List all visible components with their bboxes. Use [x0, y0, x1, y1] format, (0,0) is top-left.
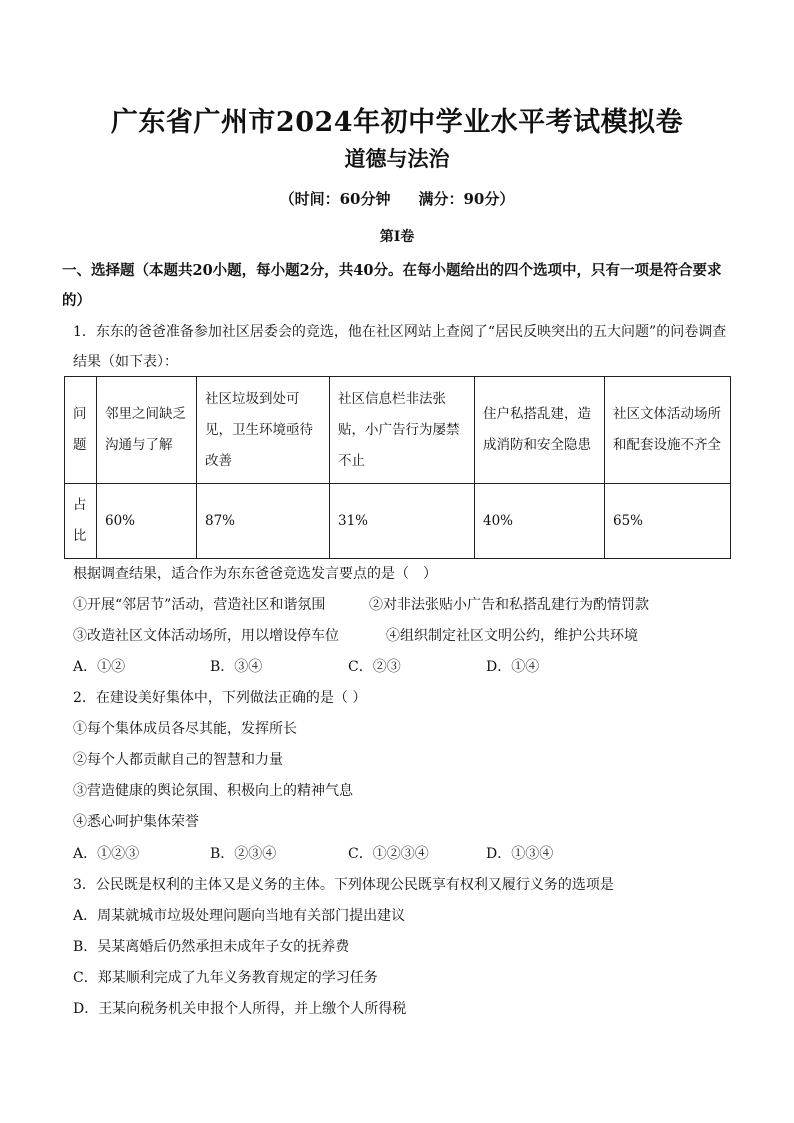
q3-stem: 3．公民既是权利的主体又是义务的主体。下列体现公民既享有权利又履行义务的选项是	[73, 877, 614, 893]
q3-option-a[interactable]: A．周某就城市垃圾处理问题向当地有关部门提出建议	[73, 908, 406, 924]
section-heading: 一、选择题（本题共20小题，每小题2分，共40分。在每小题给出的四个选项中，只有一项是符合要求的）	[62, 262, 722, 309]
full-score: 满分：90分）	[418, 190, 515, 208]
q2-choice-b[interactable]: B．②③④	[210, 846, 277, 862]
issue-cell: 住户私搭乱建，造成消防和安全隐患	[475, 377, 605, 484]
q1-question: 根据调查结果，适合作为东东爸爸竞选发言要点的是（ ）	[73, 566, 437, 582]
part-label: 第I卷	[379, 229, 415, 245]
ratio-cell: 31%	[330, 484, 475, 559]
q1-choice-c[interactable]: C．②③	[348, 659, 401, 675]
q2-item-2: ②每个人都贡献自己的智慧和力量	[73, 752, 283, 768]
ratio-cell: 65%	[605, 484, 731, 559]
exam-title: 广东省广州市2024年初中学业水平考试模拟卷	[110, 107, 684, 138]
survey-table	[64, 376, 731, 559]
subject-title: 道德与法治	[344, 146, 450, 171]
q2-item-1: ①每个集体成员各尽其能，发挥所长	[73, 721, 297, 737]
table-row	[65, 377, 731, 484]
q1-item-4: ④组织制定社区文明公约，维护公共环境	[386, 628, 638, 644]
row-header-ratio: 占比	[65, 484, 97, 559]
q1-choice-d[interactable]: D．①④	[486, 659, 540, 675]
q3-option-c[interactable]: C．郑某顺利完成了九年义务教育规定的学习任务	[73, 970, 378, 986]
table-row	[65, 484, 731, 559]
q2-choice-c[interactable]: C．①②③④	[348, 846, 429, 862]
q1-choice-b[interactable]: B．③④	[210, 659, 263, 675]
issue-cell: 社区文体活动场所和配套设施不齐全	[605, 377, 731, 484]
q1-choice-a[interactable]: A．①②	[73, 659, 126, 675]
q2-item-3: ③营造健康的舆论氛围、积极向上的精神气息	[73, 783, 353, 799]
q1-stem-line1: 1．东东的爸爸准备参加社区居委会的竞选，他在社区网站上查阅了“居民反映突出的五大问题”的问卷调查	[73, 324, 727, 340]
issue-cell: 邻里之间缺乏沟通与了解	[97, 377, 197, 484]
exam-meta	[0, 188, 794, 209]
time-limit: （时间：60分钟	[279, 190, 391, 208]
q1-item-1: ①开展“邻居节”活动，营造社区和谐氛围	[73, 597, 326, 613]
row-header-issue: 问题	[65, 377, 97, 484]
ratio-cell: 87%	[197, 484, 330, 559]
q2-choice-a[interactable]: A．①②③	[73, 846, 140, 862]
q2-stem: 2．在建设美好集体中，下列做法正确的是（ ）	[73, 690, 367, 706]
issue-cell: 社区信息栏非法张贴，小广告行为屡禁不止	[330, 377, 475, 484]
q1-item-3: ③改造社区文体活动场所，用以增设停车位	[73, 628, 339, 644]
q3-option-d[interactable]: D．王某向税务机关申报个人所得，并上缴个人所得税	[73, 1001, 407, 1017]
ratio-cell: 40%	[475, 484, 605, 559]
q1-item-2: ②对非法张贴小广告和私搭乱建行为酌情罚款	[369, 597, 649, 613]
q2-choice-d[interactable]: D．①③④	[486, 846, 554, 862]
ratio-cell: 60%	[97, 484, 197, 559]
q2-item-4: ④悉心呵护集体荣誉	[73, 814, 199, 830]
q1-stem-line2: 结果（如下表）：	[73, 354, 178, 370]
q3-option-b[interactable]: B．吴某离婚后仍然承担未成年子女的抚养费	[73, 939, 350, 955]
issue-cell: 社区垃圾到处可见，卫生环境亟待改善	[197, 377, 330, 484]
